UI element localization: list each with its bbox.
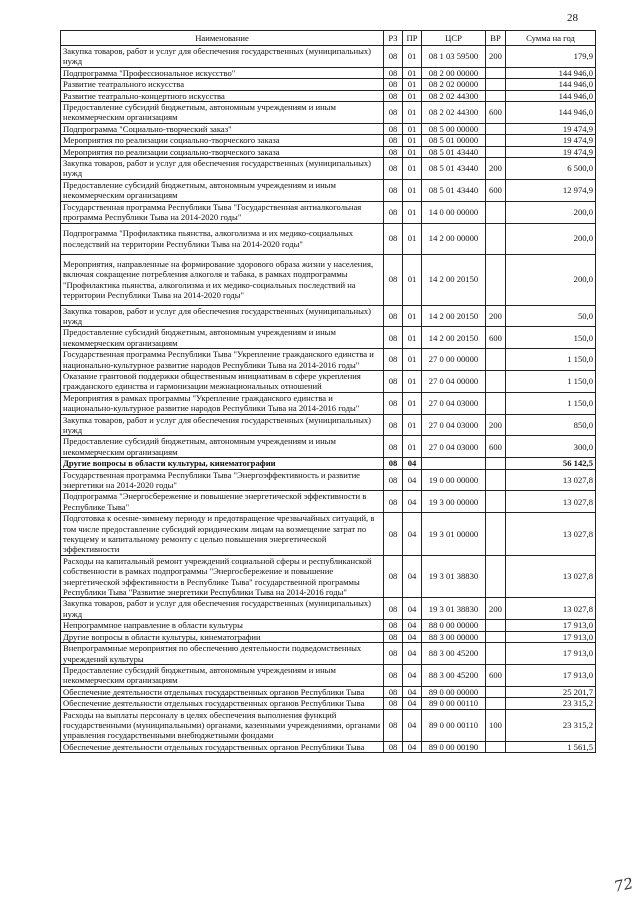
cell-rz: 08 xyxy=(384,491,403,513)
cell-csr: 89 0 00 00000 xyxy=(422,686,486,697)
cell-rz: 08 xyxy=(384,370,403,392)
cell-pr: 01 xyxy=(403,349,422,371)
table-row xyxy=(61,686,596,697)
table-row xyxy=(61,146,596,157)
cell-pr: 01 xyxy=(403,392,422,414)
cell-vr xyxy=(486,741,506,752)
cell-rz: 08 xyxy=(384,709,403,741)
cell-sum: 13 027,8 xyxy=(506,513,596,556)
cell-pr: 04 xyxy=(403,686,422,697)
cell-sum: 13 027,8 xyxy=(506,469,596,491)
page-number: 28 xyxy=(567,12,578,24)
cell-pr: 04 xyxy=(403,491,422,513)
table-row xyxy=(61,631,596,642)
table-row xyxy=(61,664,596,686)
table-row xyxy=(61,436,596,458)
cell-name: Мероприятия в рамках программы "Укрепление гражданского единства и национально-культурное развитие народов Республики Тыва на 2014-2016 годы" xyxy=(61,392,384,414)
cell-pr: 04 xyxy=(403,469,422,491)
cell-rz: 08 xyxy=(384,146,403,157)
cell-rz: 08 xyxy=(384,201,403,223)
cell-vr: 200 xyxy=(486,414,506,436)
cell-vr: 200 xyxy=(486,598,506,620)
cell-vr: 200 xyxy=(486,46,506,68)
table-row xyxy=(61,254,596,305)
cell-sum: 144 946,0 xyxy=(506,79,596,90)
cell-sum: 144 946,0 xyxy=(506,102,596,124)
table-row xyxy=(61,491,596,513)
header-rz: РЗ xyxy=(384,31,403,46)
cell-name: Закупка товаров, работ и услуг для обеспечения государственных (муниципальных) нужд xyxy=(61,305,384,327)
cell-rz: 08 xyxy=(384,392,403,414)
cell-csr: 08 2 02 44300 xyxy=(422,90,486,101)
cell-sum: 144 946,0 xyxy=(506,90,596,101)
cell-pr: 04 xyxy=(403,513,422,556)
table-row xyxy=(61,158,596,180)
budget-table xyxy=(60,30,596,753)
cell-sum: 1 150,0 xyxy=(506,349,596,371)
cell-csr: 89 0 00 00110 xyxy=(422,698,486,709)
cell-vr xyxy=(486,491,506,513)
cell-name: Мероприятия по реализации социально-творческого заказа xyxy=(61,146,384,157)
cell-rz: 08 xyxy=(384,102,403,124)
cell-name: Развитие театрально-концертного искусства xyxy=(61,90,384,101)
cell-vr: 600 xyxy=(486,327,506,349)
cell-name: Другие вопросы в области культуры, кинематографии xyxy=(61,631,384,642)
cell-sum: 50,0 xyxy=(506,305,596,327)
cell-vr xyxy=(486,90,506,101)
cell-vr xyxy=(486,458,506,469)
header-pr: ПР xyxy=(403,31,422,46)
table-row xyxy=(61,620,596,631)
cell-pr: 04 xyxy=(403,555,422,598)
cell-pr: 01 xyxy=(403,254,422,305)
cell-sum: 1 561,5 xyxy=(506,741,596,752)
cell-sum: 19 474,9 xyxy=(506,146,596,157)
cell-name: Другие вопросы в области культуры, кинематографии xyxy=(61,458,384,469)
cell-sum: 6 500,0 xyxy=(506,158,596,180)
cell-rz: 08 xyxy=(384,123,403,134)
table-row xyxy=(61,698,596,709)
cell-name: Предоставление субсидий бюджетным, автономным учреждениям и иным некоммерческим организациям xyxy=(61,102,384,124)
table-row xyxy=(61,392,596,414)
cell-csr: 08 1 03 59500 xyxy=(422,46,486,68)
cell-rz: 08 xyxy=(384,555,403,598)
cell-pr: 01 xyxy=(403,123,422,134)
table-row xyxy=(61,469,596,491)
cell-vr xyxy=(486,123,506,134)
cell-name: Непрограммное направление в области культуры xyxy=(61,620,384,631)
cell-vr xyxy=(486,620,506,631)
cell-name: Расходы на выплаты персоналу в целях обеспечения выполнения функций государственными (муниципальными) органами, казенными учреждениями, органами управления государственными внебюджетными фондами xyxy=(61,709,384,741)
cell-rz: 08 xyxy=(384,305,403,327)
cell-pr: 01 xyxy=(403,90,422,101)
cell-csr: 88 3 00 00000 xyxy=(422,631,486,642)
cell-pr: 01 xyxy=(403,223,422,254)
cell-name: Внепрограммные мероприятия по обеспечению деятельности подведомственных учреждений культуры xyxy=(61,643,384,665)
cell-vr xyxy=(486,370,506,392)
cell-rz: 08 xyxy=(384,458,403,469)
table-row xyxy=(61,598,596,620)
cell-sum: 17 913,0 xyxy=(506,664,596,686)
cell-pr: 04 xyxy=(403,631,422,642)
cell-csr: 88 3 00 45200 xyxy=(422,664,486,686)
cell-sum: 144 946,0 xyxy=(506,67,596,78)
cell-pr: 01 xyxy=(403,201,422,223)
cell-name: Расходы на капитальный ремонт учреждений социальной сферы и республиканской собственности в рамках подпрограммы "Энергосбережение и повышение энергетической эффективности в Республике Тыва" государственной программы Республики Тыва "Развитие энергетики Республики Тыва на 2014-2016 годы" xyxy=(61,555,384,598)
cell-csr: 08 5 00 00000 xyxy=(422,123,486,134)
cell-sum: 56 142,5 xyxy=(506,458,596,469)
cell-csr: 14 2 00 00000 xyxy=(422,223,486,254)
table-row xyxy=(61,79,596,90)
cell-sum: 12 974,9 xyxy=(506,179,596,201)
cell-rz: 08 xyxy=(384,469,403,491)
cell-sum: 200,0 xyxy=(506,201,596,223)
table-row xyxy=(61,741,596,752)
cell-name: Подпрограмма "Профессиональное искусство" xyxy=(61,67,384,78)
cell-pr: 01 xyxy=(403,67,422,78)
cell-csr: 19 3 01 38830 xyxy=(422,598,486,620)
table-row xyxy=(61,179,596,201)
header-sum: Сумма на год xyxy=(506,31,596,46)
cell-rz: 08 xyxy=(384,414,403,436)
cell-sum: 1 150,0 xyxy=(506,392,596,414)
table-row xyxy=(61,223,596,254)
cell-csr: 19 3 01 00000 xyxy=(422,513,486,556)
cell-vr: 200 xyxy=(486,158,506,180)
cell-rz: 08 xyxy=(384,179,403,201)
cell-rz: 08 xyxy=(384,436,403,458)
cell-pr: 01 xyxy=(403,146,422,157)
cell-vr xyxy=(486,469,506,491)
cell-vr xyxy=(486,686,506,697)
cell-name: Предоставление субсидий бюджетным, автономным учреждениям и иным некоммерческим организациям xyxy=(61,179,384,201)
cell-pr: 01 xyxy=(403,370,422,392)
cell-vr: 600 xyxy=(486,664,506,686)
cell-csr: 27 0 04 00000 xyxy=(422,370,486,392)
cell-pr: 04 xyxy=(403,458,422,469)
cell-name: Обеспечение деятельности отдельных государственных органов Республики Тыва xyxy=(61,686,384,697)
cell-sum: 200,0 xyxy=(506,254,596,305)
cell-sum: 1 150,0 xyxy=(506,370,596,392)
cell-sum: 23 315,2 xyxy=(506,698,596,709)
cell-vr xyxy=(486,223,506,254)
cell-sum: 850,0 xyxy=(506,414,596,436)
cell-name: Подпрограмма "Профилактика пьянства, алкоголизма и их медико-социальных последствий на территории Республики Тыва на 2014-2020 годы" xyxy=(61,223,384,254)
cell-pr: 04 xyxy=(403,698,422,709)
cell-sum: 179,9 xyxy=(506,46,596,68)
table-row xyxy=(61,513,596,556)
cell-name: Оказание грантовой поддержки общественным инициативам в сфере укрепления гражданского единства и гармонизации межнациональных отношений xyxy=(61,370,384,392)
cell-name: Подпрограмма "Социально-творческий заказ" xyxy=(61,123,384,134)
header-name: Наименование xyxy=(61,31,384,46)
cell-rz: 08 xyxy=(384,686,403,697)
table-row xyxy=(61,458,596,469)
cell-sum: 17 913,0 xyxy=(506,620,596,631)
cell-pr: 01 xyxy=(403,179,422,201)
cell-sum: 13 027,8 xyxy=(506,491,596,513)
cell-vr: 100 xyxy=(486,709,506,741)
table-row xyxy=(61,46,596,68)
cell-vr xyxy=(486,631,506,642)
cell-rz: 08 xyxy=(384,741,403,752)
cell-sum: 17 913,0 xyxy=(506,631,596,642)
cell-name: Государственная программа Республики Тыва "Государственная антиалкогольная программа Республики Тыва на 2014-2020 годы" xyxy=(61,201,384,223)
cell-vr xyxy=(486,555,506,598)
cell-csr: 19 3 00 00000 xyxy=(422,491,486,513)
cell-name: Закупка товаров, работ и услуг для обеспечения государственных (муниципальных) нужд xyxy=(61,598,384,620)
cell-name: Обеспечение деятельности отдельных государственных органов Республики Тыва xyxy=(61,698,384,709)
table-row xyxy=(61,643,596,665)
cell-pr: 04 xyxy=(403,620,422,631)
cell-csr: 08 2 02 44300 xyxy=(422,102,486,124)
table-row xyxy=(61,123,596,134)
cell-vr xyxy=(486,698,506,709)
cell-csr: 08 5 01 00000 xyxy=(422,135,486,146)
cell-csr: 08 5 01 43440 xyxy=(422,158,486,180)
cell-name: Мероприятия по реализации социально-творческого заказа xyxy=(61,135,384,146)
cell-sum: 150,0 xyxy=(506,327,596,349)
table-row xyxy=(61,201,596,223)
cell-rz: 08 xyxy=(384,223,403,254)
cell-sum: 19 474,9 xyxy=(506,135,596,146)
cell-rz: 08 xyxy=(384,67,403,78)
cell-vr xyxy=(486,146,506,157)
cell-csr: 14 2 00 20150 xyxy=(422,327,486,349)
cell-rz: 08 xyxy=(384,513,403,556)
cell-pr: 01 xyxy=(403,327,422,349)
cell-vr xyxy=(486,513,506,556)
cell-vr: 600 xyxy=(486,179,506,201)
cell-name: Развитие театрального искусства xyxy=(61,79,384,90)
cell-sum: 13 027,8 xyxy=(506,555,596,598)
cell-rz: 08 xyxy=(384,598,403,620)
cell-rz: 08 xyxy=(384,79,403,90)
cell-vr xyxy=(486,67,506,78)
cell-rz: 08 xyxy=(384,643,403,665)
cell-pr: 01 xyxy=(403,102,422,124)
cell-rz: 08 xyxy=(384,349,403,371)
cell-name: Мероприятия, направленные на формирование здорового образа жизни у населения, включая сокращение потребления алкоголя и табака, в рамках подпрограммы "Профилактика пьянства, алкоголизма и их медико-социальных последствий на территории Республики Тыва на 2014-2020 годы" xyxy=(61,254,384,305)
cell-csr: 14 2 00 20150 xyxy=(422,254,486,305)
cell-name: Подготовка к осенне-зимнему периоду и предотвращение чрезвычайных ситуаций, в том числе предоставление субсидий юридическим лицам на возмещение затрат по текущему и капитальному ремонту с целью повышения энергетической эффективности xyxy=(61,513,384,556)
cell-vr xyxy=(486,79,506,90)
cell-name: Закупка товаров, работ и услуг для обеспечения государственных (муниципальных) нужд xyxy=(61,158,384,180)
cell-pr: 01 xyxy=(403,436,422,458)
table-row xyxy=(61,349,596,371)
cell-name: Предоставление субсидий бюджетным, автономным учреждениям и иным некоммерческим организациям xyxy=(61,327,384,349)
table-row xyxy=(61,555,596,598)
cell-csr: 08 5 01 43440 xyxy=(422,179,486,201)
handwritten-signature: 72 xyxy=(612,874,635,896)
header-vr: ВР xyxy=(486,31,506,46)
cell-csr: 89 0 00 00190 xyxy=(422,741,486,752)
table-row xyxy=(61,709,596,741)
cell-vr: 600 xyxy=(486,436,506,458)
cell-name: Предоставление субсидий бюджетным, автономным учреждениям и иным некоммерческим организациям xyxy=(61,664,384,686)
table-header-row xyxy=(61,31,596,46)
cell-sum: 200,0 xyxy=(506,223,596,254)
table-row xyxy=(61,305,596,327)
cell-rz: 08 xyxy=(384,698,403,709)
cell-name: Подпрограмма "Энергосбережение и повышение энергетической эффективности в Республике Тыва" xyxy=(61,491,384,513)
cell-rz: 08 xyxy=(384,90,403,101)
cell-pr: 04 xyxy=(403,664,422,686)
cell-pr: 04 xyxy=(403,709,422,741)
cell-csr: 14 0 00 00000 xyxy=(422,201,486,223)
cell-vr xyxy=(486,349,506,371)
header-csr: ЦСР xyxy=(422,31,486,46)
cell-csr: 08 2 00 00000 xyxy=(422,67,486,78)
cell-rz: 08 xyxy=(384,664,403,686)
cell-vr xyxy=(486,643,506,665)
cell-name: Государственная программа Республики Тыва "Укрепление гражданского единства и национально-культурное развитие народов Республики Тыва на 2014-2016 годы" xyxy=(61,349,384,371)
cell-csr: 89 0 00 00110 xyxy=(422,709,486,741)
cell-vr xyxy=(486,201,506,223)
cell-pr: 04 xyxy=(403,598,422,620)
cell-rz: 08 xyxy=(384,631,403,642)
cell-csr: 08 2 02 00000 xyxy=(422,79,486,90)
cell-csr xyxy=(422,458,486,469)
table-row xyxy=(61,67,596,78)
table-row xyxy=(61,414,596,436)
cell-csr: 08 5 01 43440 xyxy=(422,146,486,157)
cell-vr xyxy=(486,392,506,414)
cell-name: Обеспечение деятельности отдельных государственных органов Республики Тыва xyxy=(61,741,384,752)
cell-sum: 19 474,9 xyxy=(506,123,596,134)
cell-rz: 08 xyxy=(384,327,403,349)
cell-vr xyxy=(486,254,506,305)
cell-pr: 01 xyxy=(403,79,422,90)
cell-csr: 19 0 00 00000 xyxy=(422,469,486,491)
cell-pr: 01 xyxy=(403,414,422,436)
cell-pr: 04 xyxy=(403,643,422,665)
cell-csr: 27 0 04 03000 xyxy=(422,436,486,458)
cell-csr: 19 3 01 38830 xyxy=(422,555,486,598)
cell-vr: 200 xyxy=(486,305,506,327)
cell-csr: 88 3 00 45200 xyxy=(422,643,486,665)
cell-rz: 08 xyxy=(384,158,403,180)
cell-csr: 27 0 00 00000 xyxy=(422,349,486,371)
table-row xyxy=(61,135,596,146)
table-row xyxy=(61,370,596,392)
cell-csr: 27 0 04 03000 xyxy=(422,392,486,414)
cell-pr: 01 xyxy=(403,46,422,68)
cell-name: Предоставление субсидий бюджетным, автономным учреждениям и иным некоммерческим организациям xyxy=(61,436,384,458)
cell-vr: 600 xyxy=(486,102,506,124)
table-row xyxy=(61,327,596,349)
cell-sum: 23 315,2 xyxy=(506,709,596,741)
cell-name: Закупка товаров, работ и услуг для обеспечения государственных (муниципальных) нужд xyxy=(61,414,384,436)
cell-sum: 13 027,8 xyxy=(506,598,596,620)
cell-pr: 04 xyxy=(403,741,422,752)
cell-vr xyxy=(486,135,506,146)
cell-csr: 27 0 04 03000 xyxy=(422,414,486,436)
cell-pr: 01 xyxy=(403,305,422,327)
cell-csr: 14 2 00 20150 xyxy=(422,305,486,327)
cell-sum: 17 913,0 xyxy=(506,643,596,665)
cell-rz: 08 xyxy=(384,135,403,146)
cell-name: Государственная программа Республики Тыва "Энергоэффективность и развитие энергетики на 2014-2020 годы" xyxy=(61,469,384,491)
cell-csr: 88 0 00 00000 xyxy=(422,620,486,631)
cell-pr: 01 xyxy=(403,135,422,146)
cell-rz: 08 xyxy=(384,620,403,631)
cell-rz: 08 xyxy=(384,254,403,305)
cell-name: Закупка товаров, работ и услуг для обеспечения государственных (муниципальных) нужд xyxy=(61,46,384,68)
cell-rz: 08 xyxy=(384,46,403,68)
cell-sum: 300,0 xyxy=(506,436,596,458)
table-row xyxy=(61,102,596,124)
table-row xyxy=(61,90,596,101)
cell-pr: 01 xyxy=(403,158,422,180)
cell-sum: 25 201,7 xyxy=(506,686,596,697)
